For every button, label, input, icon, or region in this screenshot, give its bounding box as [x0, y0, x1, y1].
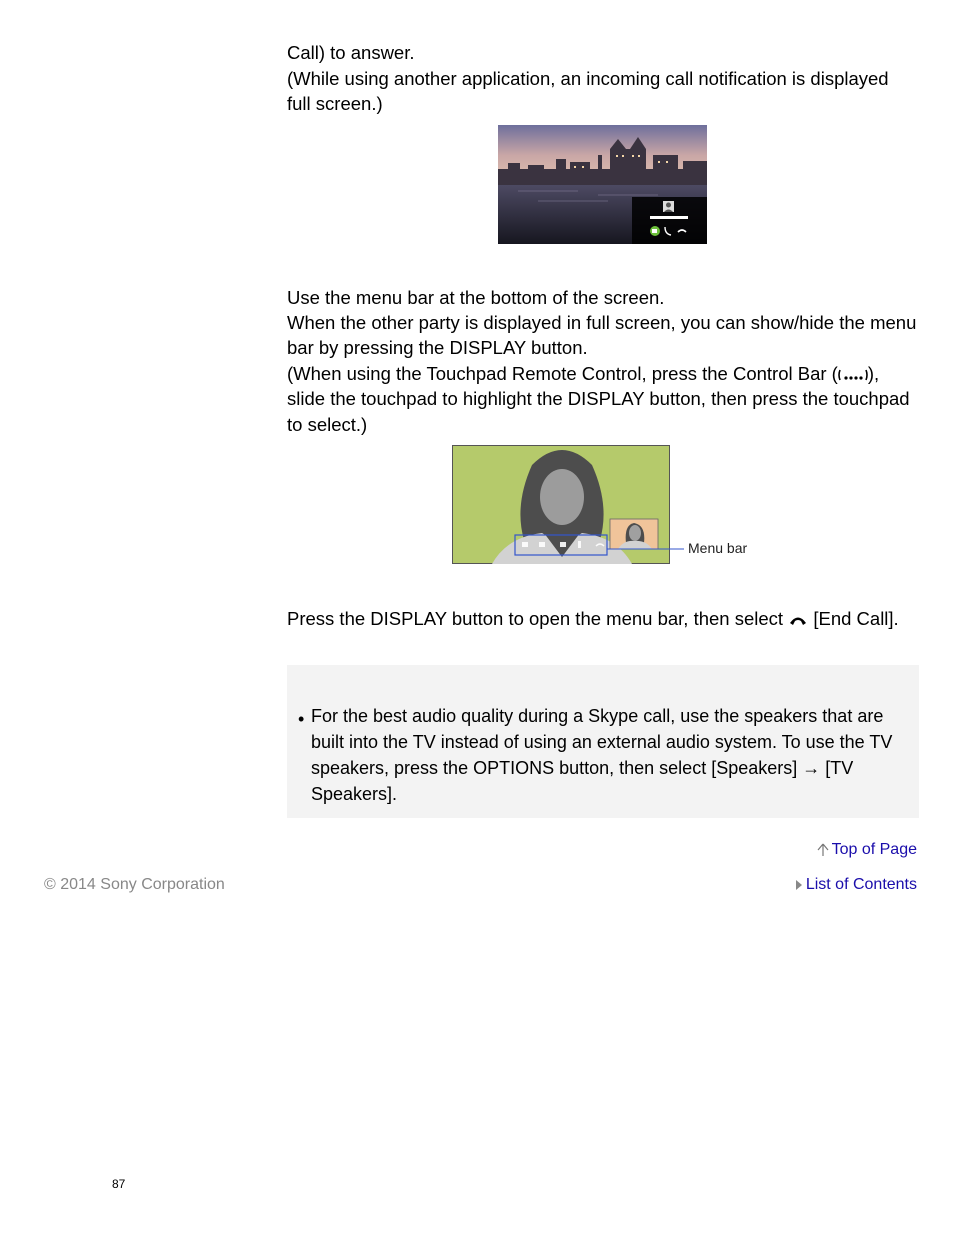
text-touchpad-part1: (When using the Touchpad Remote Control, press the Control Bar (	[287, 363, 838, 384]
copyright-text: © 2014 Sony Corporation	[44, 876, 225, 893]
up-arrow-icon	[817, 843, 829, 857]
text-end-call-part1: Press the DISPLAY button to open the menu bar, then select	[287, 608, 789, 629]
text-touchpad-instructions	[287, 361, 917, 437]
text-end-call-part2: [End Call].	[808, 608, 899, 629]
text-end-call-instruction	[287, 606, 917, 631]
top-of-page-link[interactable]	[817, 840, 917, 860]
text-show-hide-menu-bar: When the other party is displayed in full screen, you can show/hide the menu bar by pressing the DISPLAY button.	[287, 312, 917, 359]
hint-speakers-text: For the best audio quality during a Skype call, use the speakers that are built into the TV instead of using an external audio system. To use the TV speakers, press the OPTIONS button, then select [Speakers] → [TV Speakers].	[311, 706, 893, 804]
incoming-call-illustration	[498, 125, 707, 244]
page-number: 87	[112, 1177, 126, 1191]
text-call-to-answer: Call) to answer.	[287, 42, 415, 63]
menu-bar-label: Menu bar	[688, 540, 748, 556]
right-triangle-icon	[795, 879, 803, 891]
list-of-contents-link[interactable]	[795, 875, 917, 895]
end-call-icon	[788, 613, 808, 627]
bullet-icon: •	[298, 709, 305, 729]
text-incoming-notification: (While using another application, an incoming call notification is displayed full screen.)	[287, 68, 889, 115]
list-of-contents-label: List of Contents	[805, 876, 917, 893]
video-call-menu-bar-illustration	[452, 445, 762, 565]
top-of-page-label: Top of Page	[831, 841, 917, 858]
text-touchpad-part2: ), slide the touchpad to highlight the DISPLAY button, then press the touchpad to select.)	[287, 363, 910, 435]
control-bar-icon	[838, 368, 868, 382]
text-use-menu-bar: Use the menu bar at the bottom of the screen.	[287, 287, 665, 308]
